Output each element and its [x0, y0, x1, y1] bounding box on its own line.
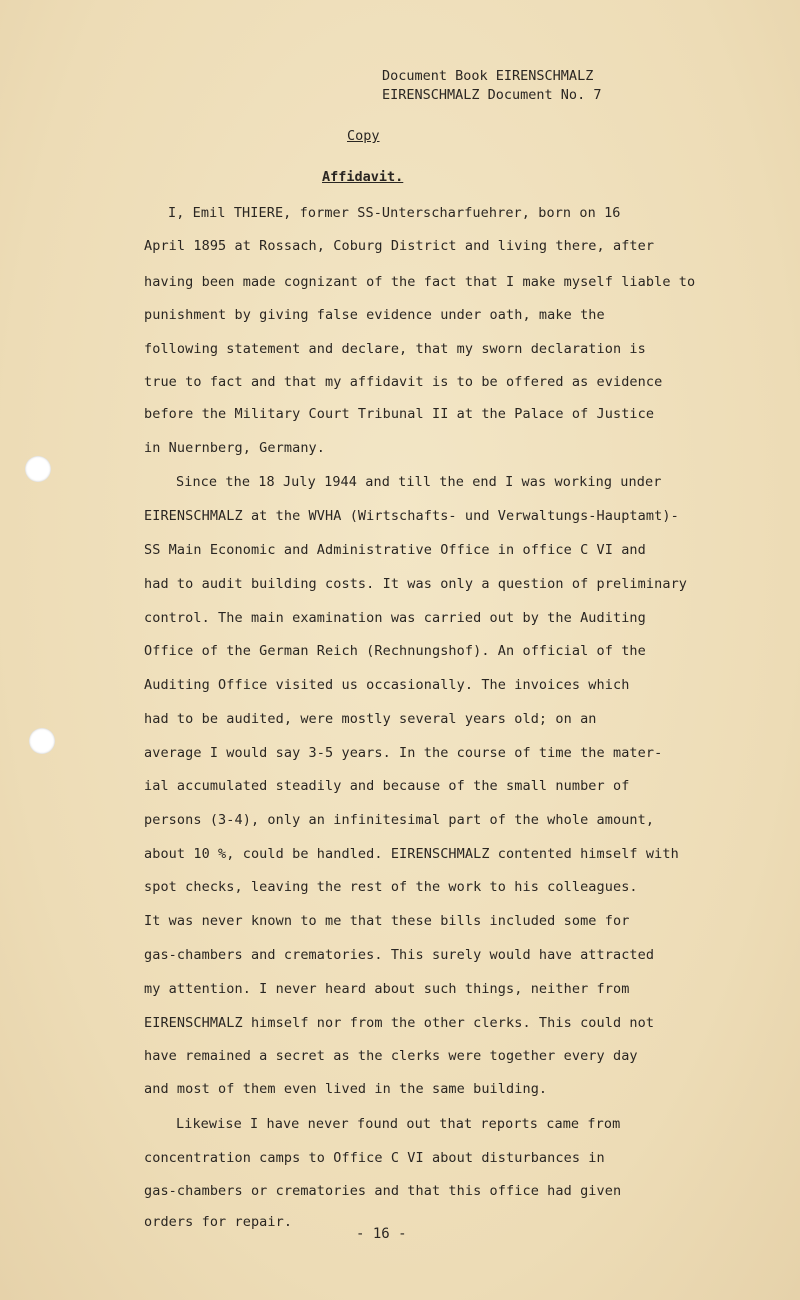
body-line: Since the 18 July 1944 and till the end I was working under [176, 474, 662, 490]
body-line: had to audit building costs. It was only a question of preliminary [144, 576, 688, 592]
body-line: gas-chambers and crematories. This surely would have attracted [144, 947, 655, 963]
document-number-ref: EIRENSCHMALZ Document No. 7 [382, 87, 602, 103]
punch-hole [29, 728, 55, 754]
body-line: control. The main examination was carried out by the Auditing [144, 610, 646, 626]
body-line: in Nuernberg, Germany. [144, 440, 326, 456]
body-line: EIRENSCHMALZ himself nor from the other clerks. This could not [144, 1015, 655, 1031]
document-title: Affidavit. [322, 169, 404, 185]
body-line: SS Main Economic and Administrative Office in office C VI and [144, 542, 646, 558]
body-line: true to fact and that my affidavit is to be offered as evidence [144, 374, 663, 390]
body-line: concentration camps to Office C VI about disturbances in [144, 1150, 605, 1166]
body-line: Auditing Office visited us occasionally. The invoices which [144, 677, 630, 693]
body-line: have remained a secret as the clerks were together every day [144, 1048, 638, 1064]
body-line: punishment by giving false evidence under oath, make the [144, 307, 605, 323]
copy-label: Copy [347, 128, 380, 144]
body-line: my attention. I never heard about such things, neither from [144, 981, 630, 997]
body-line: ial accumulated steadily and because of the small number of [144, 778, 630, 794]
body-line: April 1895 at Rossach, Coburg District and living there, after [144, 238, 655, 254]
body-line: Office of the German Reich (Rechnungshof). An official of the [144, 643, 646, 659]
body-line: It was never known to me that these bills included some for [144, 913, 630, 929]
body-line: about 10 %, could be handled. EIRENSCHMALZ contented himself with [144, 846, 679, 862]
body-line: orders for repair. [144, 1214, 293, 1230]
body-line: following statement and declare, that my sworn declaration is [144, 341, 646, 357]
body-line: had to be audited, were mostly several years old; on an [144, 711, 597, 727]
document-book-ref: Document Book EIRENSCHMALZ [382, 68, 594, 84]
body-line: EIRENSCHMALZ at the WVHA (Wirtschafts- und Verwaltungs-Hauptamt)- [144, 508, 679, 524]
body-line: having been made cognizant of the fact that I make myself liable to [144, 274, 696, 290]
body-line: and most of them even lived in the same building. [144, 1081, 548, 1097]
body-line: gas-chambers or crematories and that this office had given [144, 1183, 622, 1199]
body-line: persons (3-4), only an infinitesimal part of the whole amount, [144, 812, 655, 828]
page-number: - 16 - [356, 1226, 407, 1242]
body-line: average I would say 3-5 years. In the course of time the mater- [144, 745, 663, 761]
punch-hole [25, 456, 51, 482]
body-line: Likewise I have never found out that reports came from [176, 1116, 621, 1132]
body-line: I, Emil THIERE, former SS-Unterscharfuehrer, born on 16 [168, 205, 621, 221]
body-line: before the Military Court Tribunal II at the Palace of Justice [144, 406, 655, 422]
body-line: spot checks, leaving the rest of the work to his colleagues. [144, 879, 638, 895]
